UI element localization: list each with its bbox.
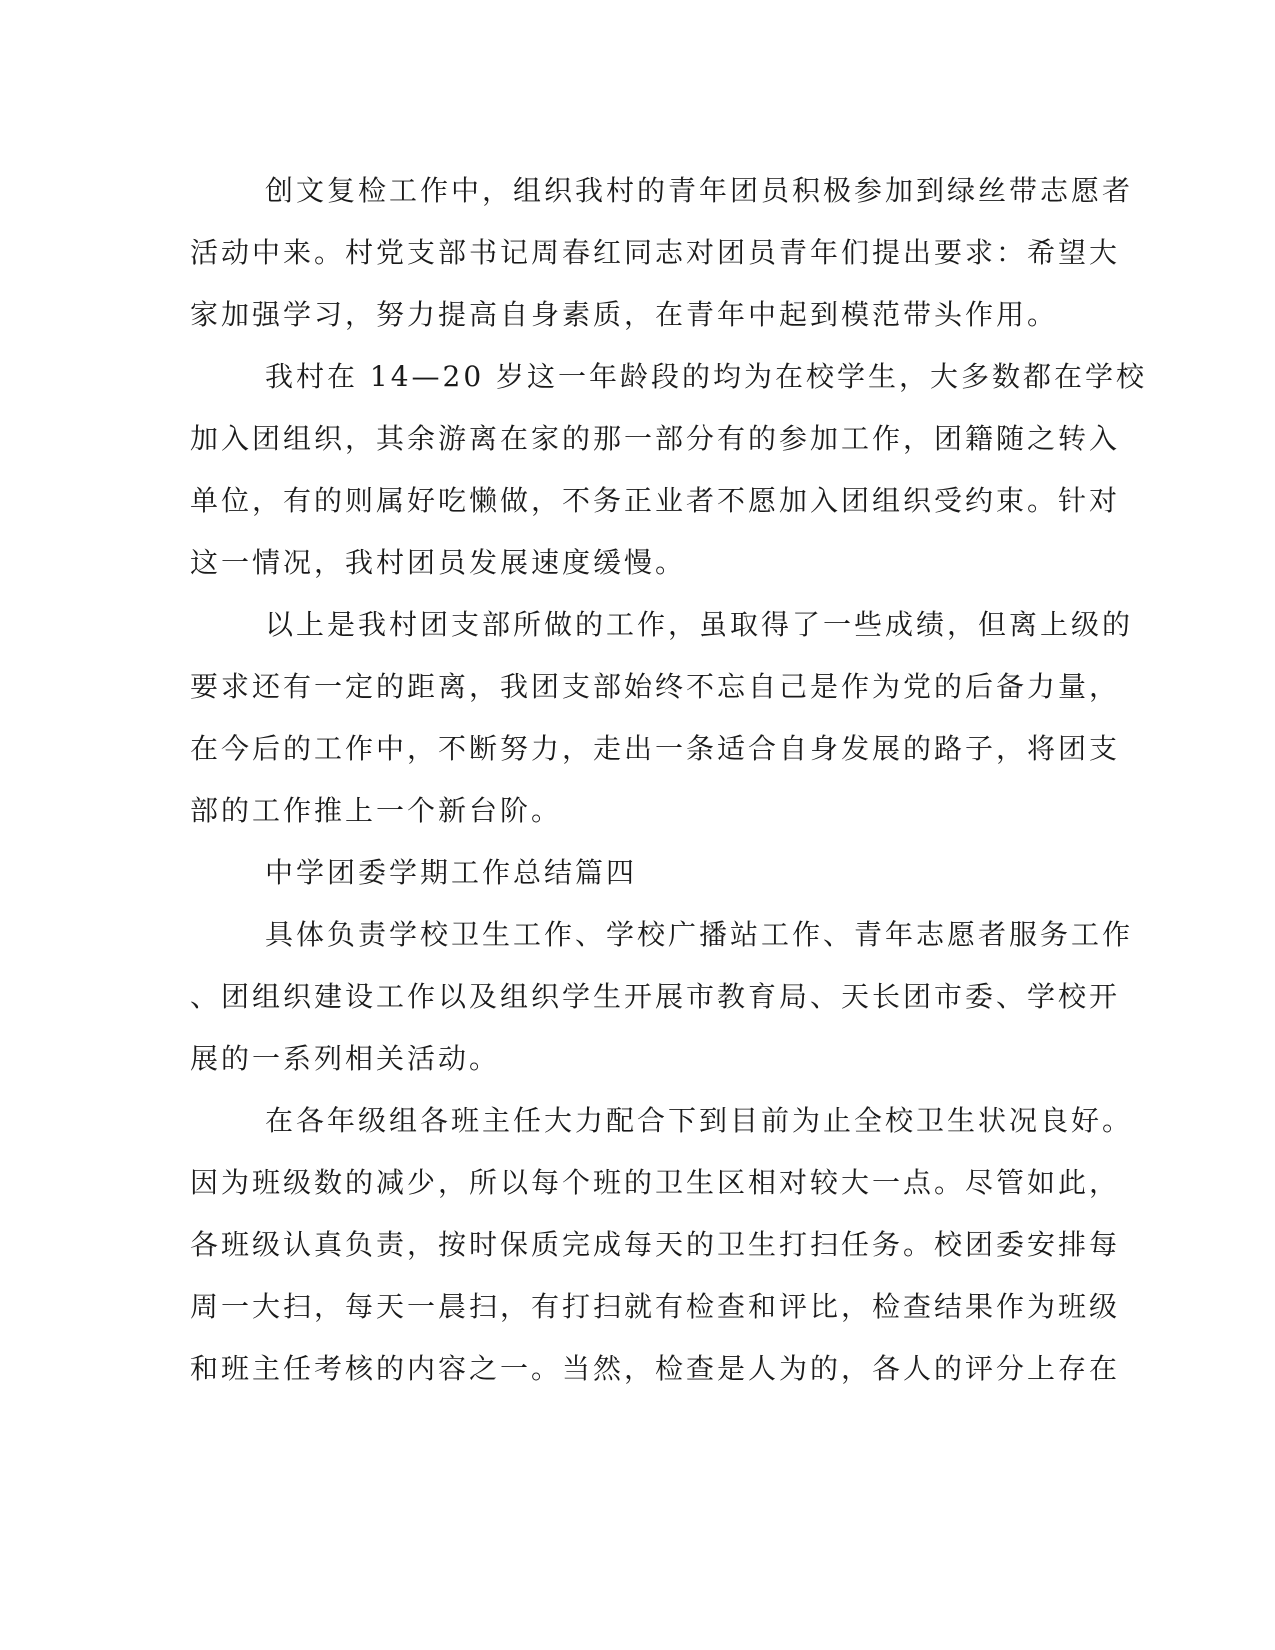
text-line: 各班级认真负责，按时保质完成每天的卫生打扫任务。校团委安排每 (190, 1228, 1121, 1261)
text-line: 部的工作推上一个新台阶。 (190, 794, 563, 827)
text-line: 、团组织建设工作以及组织学生开展市教育局、天长团市委、学校开 (190, 980, 1121, 1013)
section-heading: 中学团委学期工作总结篇四 (265, 856, 638, 889)
text-line: 这一情况，我村团员发展速度缓慢。 (190, 546, 687, 579)
text-line: 在各年级组各班主任大力配合下到目前为止全校卫生状况良好。 (265, 1104, 1134, 1137)
text-line: 周一大扫，每天一晨扫，有打扫就有检查和评比，检查结果作为班级 (190, 1290, 1121, 1323)
text-line: 要求还有一定的距离，我团支部始终不忘自己是作为党的后备力量， (190, 670, 1121, 703)
text-line: 单位，有的则属好吃懒做，不务正业者不愿加入团组织受约束。针对 (190, 484, 1121, 517)
text-line: 加入团组织，其余游离在家的那一部分有的参加工作，团籍随之转入 (190, 422, 1121, 455)
text-line: 活动中来。村党支部书记周春红同志对团员青年们提出要求：希望大 (190, 236, 1121, 269)
text-line: 展的一系列相关活动。 (190, 1042, 501, 1075)
text-line: 我村在 14—20 岁这一年龄段的均为在校学生，大多数都在学校 (265, 360, 1148, 393)
document-body (190, 160, 1148, 1400)
text-line: 和班主任考核的内容之一。当然，检查是人为的，各人的评分上存在 (190, 1352, 1121, 1385)
text-line: 在今后的工作中，不断努力，走出一条适合自身发展的路子，将团支 (190, 732, 1121, 765)
text-line: 以上是我村团支部所做的工作，虽取得了一些成绩，但离上级的 (265, 608, 1134, 641)
text-line: 具体负责学校卫生工作、学校广播站工作、青年志愿者服务工作 (265, 918, 1134, 951)
text-line: 家加强学习，努力提高自身素质，在青年中起到模范带头作用。 (190, 298, 1059, 331)
text-line: 创文复检工作中，组织我村的青年团员积极参加到绿丝带志愿者 (265, 174, 1134, 207)
text-line: 因为班级数的减少，所以每个班的卫生区相对较大一点。尽管如此， (190, 1166, 1121, 1199)
